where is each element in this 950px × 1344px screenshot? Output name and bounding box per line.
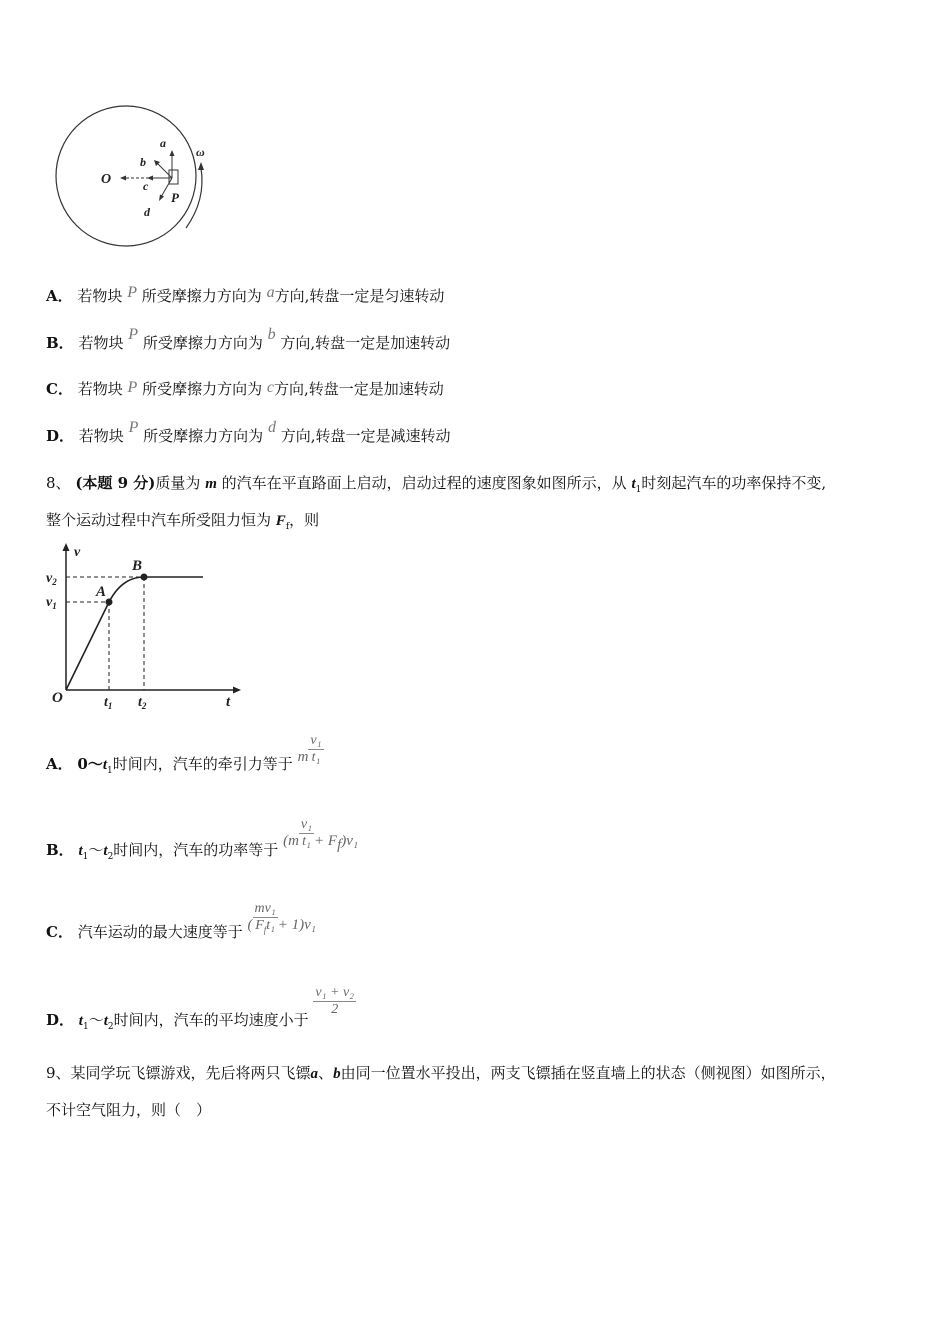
velocity-time-graph xyxy=(40,540,250,715)
question-text: ，则 xyxy=(289,511,320,529)
option-text: 所受摩擦力方向为 xyxy=(143,427,264,445)
math-plus: + F xyxy=(314,833,338,849)
option-label: A． xyxy=(46,755,73,773)
den-f: F xyxy=(255,918,264,933)
subscript: 1 xyxy=(82,852,89,862)
question-text: 由同一位置水平投出，两支飞镖插在竖直墙上的状态（侧视图）如图所示， xyxy=(340,1064,836,1082)
option-text: 若物块 xyxy=(77,287,123,305)
label-c: c xyxy=(143,179,149,193)
fraction xyxy=(313,985,356,1018)
var-direction: b xyxy=(267,326,276,343)
subscript: 1 xyxy=(82,1022,89,1032)
option-text: 所受摩擦力方向为 xyxy=(141,287,262,305)
var-direction: c xyxy=(266,379,274,396)
option-text: 若物块 xyxy=(77,380,123,398)
option-label: C． xyxy=(46,923,73,941)
q8-option-d xyxy=(46,985,356,1049)
option-text: 若物块 xyxy=(78,427,124,445)
velocity-curve xyxy=(66,577,203,690)
question-text: 的汽车在平直路面上启动，启动过程的速度图象如图所示，从 xyxy=(221,474,627,492)
v1-label: $v_1$ xyxy=(46,595,57,611)
var-p: P xyxy=(128,419,139,436)
option-label: A． xyxy=(46,287,73,305)
label-p: P xyxy=(171,190,179,205)
fraction xyxy=(253,901,278,938)
option-text: 时间内，汽车的平均速度小于 xyxy=(113,1011,309,1029)
var-a: a xyxy=(310,1066,319,1082)
var-p: P xyxy=(127,284,137,301)
option-text: 方向,转盘一定是加速转动 xyxy=(280,334,451,352)
option-label: B． xyxy=(46,334,74,352)
question-score: (本题 9 分) xyxy=(75,474,156,492)
subscript: f xyxy=(263,924,267,935)
var-p: P xyxy=(127,379,138,396)
option-label: C． xyxy=(46,380,73,398)
question-text: 9、某同学玩飞镖游戏，先后将两只飞镖 xyxy=(46,1064,311,1082)
rotating-disk-figure xyxy=(46,100,226,250)
numerator: mv₁ xyxy=(254,901,276,916)
subscript: 2 xyxy=(107,1022,114,1032)
option-text: 所受摩擦力方向为 xyxy=(142,334,263,352)
option-text: 方向,转盘一定是加速转动 xyxy=(274,380,444,398)
numerator: v₁ xyxy=(300,817,313,832)
subscript: 2 xyxy=(107,852,114,862)
math-open: (m xyxy=(283,833,299,849)
question-text: 不计空气阻力，则（ ） xyxy=(46,1101,212,1119)
label-o: O xyxy=(101,172,112,187)
var-t2: t xyxy=(103,1013,108,1029)
point-b xyxy=(141,574,148,581)
t2-label: $t_2$ xyxy=(138,695,147,711)
question-text: 整个运动过程中汽车所受阻力恒为 xyxy=(46,511,272,529)
denominator: t₁ xyxy=(302,834,311,849)
q7-option-b xyxy=(46,326,451,354)
subscript: 1 xyxy=(635,485,642,495)
q8-option-b xyxy=(46,817,358,879)
option-text: 若物块 xyxy=(78,334,124,352)
t1-label: $t_1$ xyxy=(104,695,113,711)
var-p: P xyxy=(128,326,139,343)
separator: 、 xyxy=(318,1064,334,1082)
point-a-label: A xyxy=(96,584,107,600)
math-close: + 1)v₁ xyxy=(277,917,316,933)
fraction xyxy=(299,817,314,850)
subscript: f xyxy=(337,837,342,853)
q7-option-c xyxy=(46,379,444,400)
fraction xyxy=(308,733,323,766)
q9-stem-line1 xyxy=(46,1063,836,1084)
origin-label: O xyxy=(52,690,63,706)
q7-option-d xyxy=(46,419,451,447)
axis-t-label: t xyxy=(226,694,231,710)
point-b-label: B xyxy=(132,558,143,574)
var-t1: t xyxy=(78,843,83,859)
separator: ～ xyxy=(88,1011,104,1029)
var-t1: t xyxy=(631,476,636,492)
label-omega: ω xyxy=(196,145,205,159)
option-text: 时间内，汽车的功率等于 xyxy=(113,841,279,859)
numerator: v₁ xyxy=(310,733,322,748)
var-direction: d xyxy=(267,419,276,436)
den-t: t₁ xyxy=(266,918,276,933)
denominator: 2 xyxy=(331,1002,339,1017)
denominator: t₁ xyxy=(311,750,321,765)
option-text: 时间内，汽车的牵引力等于 xyxy=(112,755,293,773)
axis-v-label: v xyxy=(74,545,81,560)
var-t2: t xyxy=(103,843,108,859)
option-text: 汽车运动的最大速度等于 xyxy=(77,923,243,941)
numerator: v₁ + v₂ xyxy=(315,985,355,1000)
q7-option-a xyxy=(46,286,444,307)
q8-stem-line2 xyxy=(46,510,319,537)
label-b: b xyxy=(140,155,146,169)
question-text: 时刻起汽车的功率保持不变, xyxy=(641,474,827,492)
question-number: 8、 xyxy=(46,474,71,492)
denominator xyxy=(253,918,278,938)
option-text: 方向,转盘一定是减速转动 xyxy=(280,427,451,445)
q8-option-a xyxy=(46,733,324,793)
option-label: B． xyxy=(46,841,74,859)
option-label: D． xyxy=(46,1011,75,1029)
option-text: 方向,转盘一定是匀速转动 xyxy=(274,287,445,305)
q8-option-c xyxy=(46,901,316,954)
option-text: 所受摩擦力方向为 xyxy=(142,380,263,398)
math-open: ( xyxy=(247,917,253,933)
math-close: )v₁ xyxy=(341,833,359,849)
separator: ～ xyxy=(88,841,104,859)
point-a xyxy=(106,599,113,606)
subscript: f xyxy=(285,522,290,532)
option-label: D． xyxy=(46,427,75,445)
var-m: m xyxy=(297,749,309,765)
var-ff: F xyxy=(275,513,286,529)
label-a: a xyxy=(160,136,166,150)
var-m: m xyxy=(205,476,217,492)
q9-stem-line2 xyxy=(46,1100,211,1120)
var-b: b xyxy=(333,1066,341,1082)
label-d: d xyxy=(144,205,150,219)
v2-label: $v_2$ xyxy=(46,571,57,587)
var-direction: a xyxy=(266,284,275,301)
subscript: 1 xyxy=(107,766,113,776)
option-text: 0～ xyxy=(77,755,103,773)
q8-stem-line1 xyxy=(46,473,826,500)
var-t1: t xyxy=(78,1013,83,1029)
question-text: 质量为 xyxy=(155,474,201,492)
var-t: t xyxy=(102,757,108,773)
